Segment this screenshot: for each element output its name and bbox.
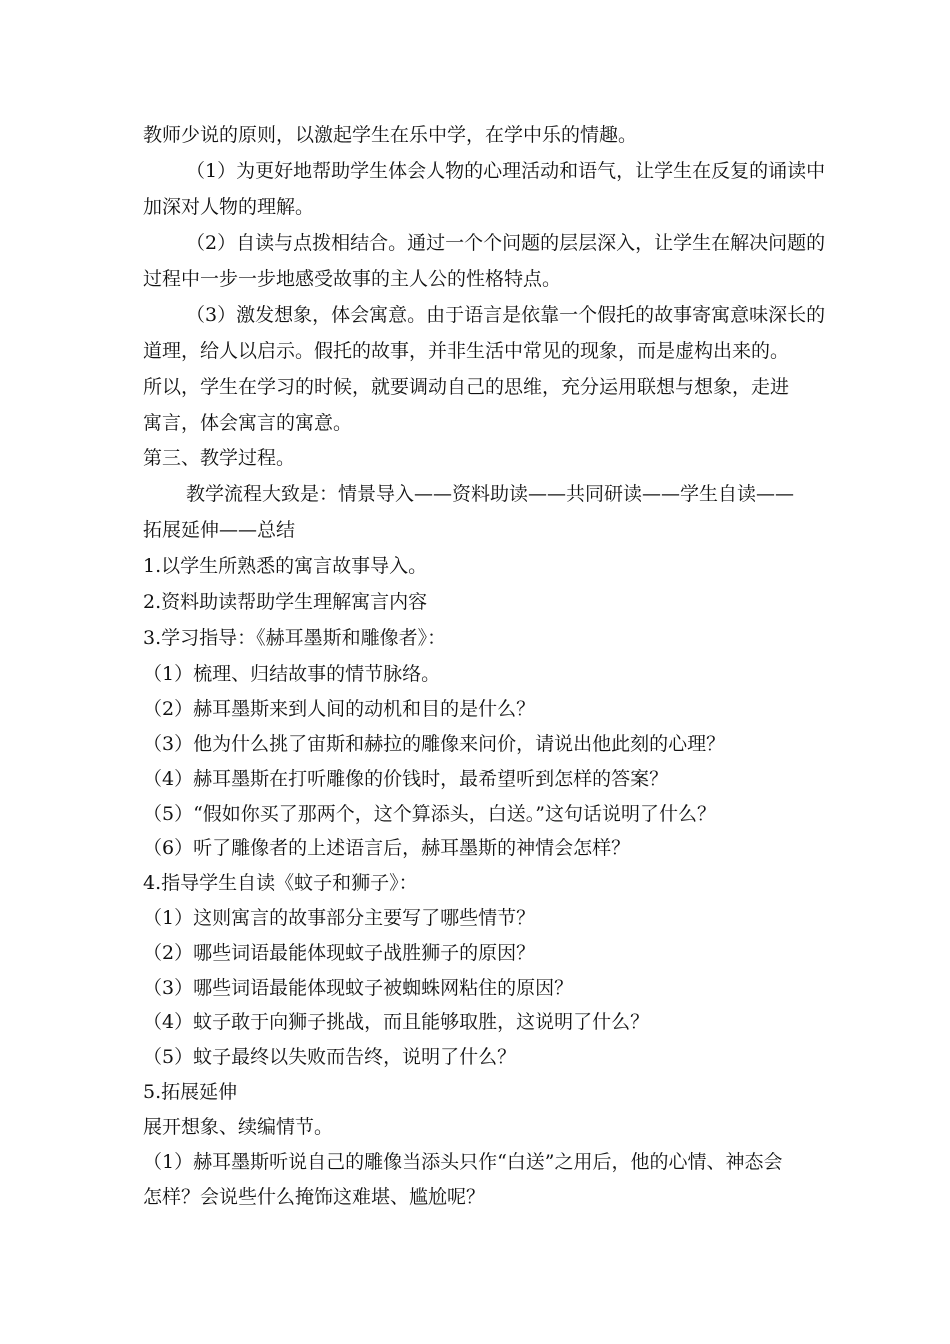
paragraph-line: 寓言，体会寓言的寓意。	[143, 412, 353, 434]
list-heading: 5.拓展延伸	[143, 1081, 238, 1103]
list-item: （3）哪些词语最能体现蚊子被蜘蛛网粘住的原因？	[143, 977, 574, 999]
paragraph-line: （2）自读与点拨相结合。通过一个个问题的层层深入，让学生在解决问题的	[186, 232, 826, 254]
paragraph-line: 教学流程大致是：情景导入——资料助读——共同研读——学生自读——	[186, 483, 795, 505]
list-item: （3）他为什么挑了宙斯和赫拉的雕像来问价，请说出他此刻的心理？	[143, 733, 726, 755]
paragraph-line: 怎样？会说些什么掩饰这难堪、尴尬呢？	[143, 1186, 486, 1208]
paragraph-line: 展开想象、续编情节。	[143, 1116, 334, 1138]
list-item: （1）这则寓言的故事部分主要写了哪些情节？	[143, 907, 536, 929]
list-item: （6）听了雕像者的上述语言后，赫耳墨斯的神情会怎样？	[143, 837, 631, 859]
list-item: （1）梳理、归结故事的情节脉络。	[143, 663, 441, 685]
list-item: （2）哪些词语最能体现蚊子战胜狮子的原因？	[143, 942, 536, 964]
list-heading: 4.指导学生自读《蚊子和狮子》：	[143, 872, 418, 894]
paragraph-line: 所以，学生在学习的时候，就要调动自己的思维，充分运用联想与想象，走进	[143, 376, 790, 398]
list-heading: 2.资料助读帮助学生理解寓言内容	[143, 591, 428, 613]
list-item: （5）“假如你买了那两个，这个算添头，白送。”这句话说明了什么？	[143, 803, 717, 825]
paragraph-line: 教师少说的原则，以激起学生在乐中学，在学中乐的情趣。	[143, 124, 638, 146]
list-item: （1）赫耳墨斯听说自己的雕像当添头只作“白送”之用后，他的心情、神态会	[143, 1151, 783, 1173]
paragraph-line: 过程中一步一步地感受故事的主人公的性格特点。	[143, 268, 562, 290]
paragraph-line: 拓展延伸——总结	[143, 519, 296, 541]
list-item: （4）赫耳墨斯在打听雕像的价钱时，最希望听到怎样的答案？	[143, 768, 669, 790]
list-heading: 3.学习指导：《赫耳墨斯和雕像者》：	[143, 627, 447, 649]
section-heading: 第三、教学过程。	[143, 447, 296, 469]
paragraph-line: （3）激发想象，体会寓意。由于语言是依靠一个假托的故事寄寓意味深长的	[186, 304, 826, 326]
list-item: （5）蚊子最终以失败而告终，说明了什么？	[143, 1046, 517, 1068]
list-item: （2）赫耳墨斯来到人间的动机和目的是什么？	[143, 698, 536, 720]
list-item: （4）蚊子敢于向狮子挑战，而且能够取胜，这说明了什么？	[143, 1011, 650, 1033]
paragraph-line: 加深对人物的理解。	[143, 196, 315, 218]
paragraph-line: 道理，给人以启示。假托的故事，并非生活中常见的现象，而是虚构出来的。	[143, 340, 790, 362]
paragraph-line: （1）为更好地帮助学生体会人物的心理活动和语气，让学生在反复的诵读中	[186, 160, 826, 182]
list-heading: 1.以学生所熟悉的寓言故事导入。	[143, 555, 428, 577]
